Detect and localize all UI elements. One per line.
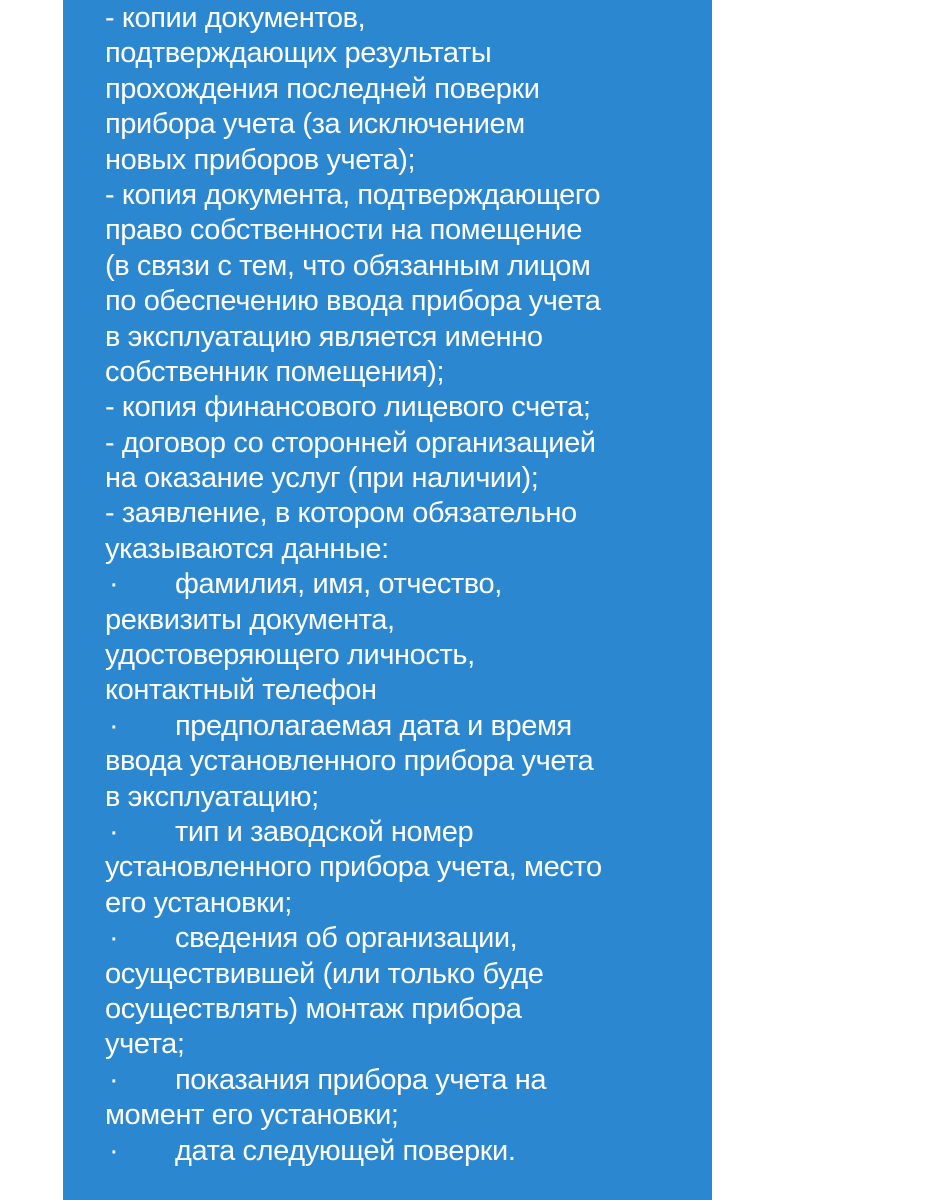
message-line: - копия финансового лицевого счета; xyxy=(105,391,591,424)
message-line: - копия документа, подтверждающего xyxy=(105,178,601,211)
line-text: дата следующей поверки. xyxy=(175,1134,516,1167)
message-line xyxy=(105,1063,602,1098)
message-line: момент его установки; xyxy=(105,1099,399,1132)
message-line: реквизиты документа, xyxy=(105,603,395,636)
line-text: фамилия, имя, отчество, xyxy=(175,568,502,601)
message-line: подтверждающих результаты xyxy=(105,37,492,70)
bullet-icon: · xyxy=(109,1134,119,1167)
message-line xyxy=(105,1134,602,1169)
bullet-icon: · xyxy=(109,1063,119,1096)
message-line xyxy=(105,709,602,744)
line-text: тип и заводской номер xyxy=(175,815,474,848)
message-line: право собственности на помещение xyxy=(105,214,582,247)
message-line: - копии документов, xyxy=(105,2,366,34)
message-line: новых приборов учета); xyxy=(105,143,416,176)
message-line: осуществлять) монтаж прибора xyxy=(105,992,522,1025)
message-line: ввода установленного прибора учета xyxy=(105,745,594,778)
message-line: его установки; xyxy=(105,886,292,919)
message-line: удостоверяющего личность, xyxy=(105,639,475,672)
message-line: осуществившей (или только буде xyxy=(105,957,544,990)
message-line: (в связи с тем, что обязанным лицом xyxy=(105,249,591,282)
line-text: сведения об организации, xyxy=(175,922,518,955)
message-line: прибора учета (за исключением xyxy=(105,108,525,141)
bullet-icon: · xyxy=(109,709,119,742)
message-line: в эксплуатацию; xyxy=(105,780,319,813)
bullet-icon: · xyxy=(109,568,119,601)
message-line: - заявление, в котором обязательно xyxy=(105,497,577,530)
message-line: на оказание услуг (при наличии); xyxy=(105,462,539,495)
message-bubble[interactable] xyxy=(63,0,712,1200)
message-line: установленного прибора учета, место xyxy=(105,851,602,884)
message-line: по обеспечению ввода прибора учета xyxy=(105,285,601,318)
message-line xyxy=(105,815,602,850)
bullet-icon: · xyxy=(109,922,119,955)
message-line xyxy=(105,567,602,602)
message-line: контактный телефон xyxy=(105,674,377,707)
line-text: показания прибора учета на xyxy=(175,1063,547,1096)
message-line: прохождения последней поверки xyxy=(105,72,540,105)
message-line: в эксплуатацию является именно xyxy=(105,320,543,353)
message-line: - договор со сторонней организацией xyxy=(105,426,596,459)
line-text: предполагаемая дата и время xyxy=(175,709,572,742)
message-line: собственник помещения); xyxy=(105,355,445,388)
bullet-icon: · xyxy=(109,815,119,848)
message-line xyxy=(105,921,602,956)
message-line: учета; xyxy=(105,1028,185,1061)
message-line: указываются данные: xyxy=(105,532,389,565)
message-text xyxy=(105,0,602,1169)
